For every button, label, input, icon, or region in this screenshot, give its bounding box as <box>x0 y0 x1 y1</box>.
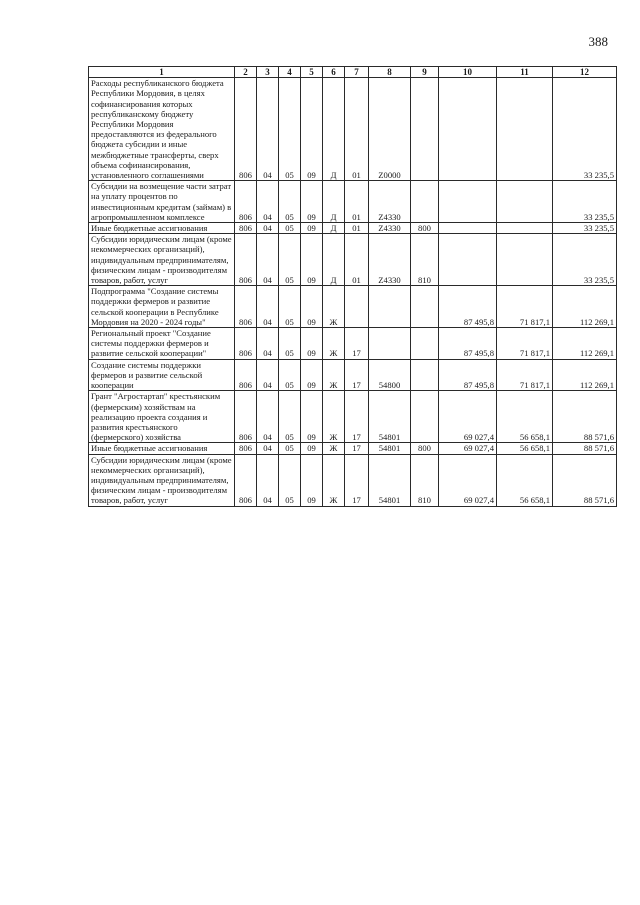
column-header-3: 3 <box>257 67 279 78</box>
cell-ministry-code: 806 <box>235 78 257 181</box>
cell-subsection-code: 05 <box>279 78 301 181</box>
cell-program-code: 09 <box>301 78 323 181</box>
header-row <box>89 67 617 78</box>
row-name: Подпрограмма "Создание системы поддержки фермеров и развитие сельской кооперации в Республике Мордовия на 2020 - 2024 годы" <box>89 286 235 328</box>
cell-event-code: 17 <box>345 443 369 454</box>
table-row <box>89 454 617 506</box>
cell-subprogram-code: Д <box>323 223 345 234</box>
cell-subsection-code: 05 <box>279 359 301 391</box>
cell-amount-col10 <box>439 234 497 286</box>
cell-amount-col10 <box>439 78 497 181</box>
cell-ministry-code: 806 <box>235 234 257 286</box>
cell-ministry-code: 806 <box>235 223 257 234</box>
row-name: Субсидии юридическим лицам (кроме некоммерческих организаций), индивидуальным предпринимателям, физическим лицам - производителям товаров, работ, услуг <box>89 234 235 286</box>
budget-table <box>88 66 617 507</box>
cell-ministry-code: 806 <box>235 181 257 223</box>
row-name: Региональный проект "Создание системы поддержки фермеров и развитие сельской кооперации" <box>89 328 235 360</box>
cell-amount-col11: 71 817,1 <box>497 286 553 328</box>
cell-amount-col11 <box>497 234 553 286</box>
cell-amount-col10 <box>439 223 497 234</box>
cell-ministry-code: 806 <box>235 391 257 443</box>
cell-section-code: 04 <box>257 328 279 360</box>
column-header-9: 9 <box>411 67 439 78</box>
cell-amount-col11 <box>497 78 553 181</box>
cell-program-code: 09 <box>301 328 323 360</box>
cell-amount-col12: 88 571,6 <box>553 443 617 454</box>
cell-amount-col11: 71 817,1 <box>497 359 553 391</box>
table-row <box>89 181 617 223</box>
cell-event-code: 17 <box>345 391 369 443</box>
cell-program-code: 09 <box>301 391 323 443</box>
cell-amount-col10: 69 027,4 <box>439 391 497 443</box>
table-row <box>89 78 617 181</box>
cell-amount-col12: 112 269,1 <box>553 328 617 360</box>
cell-direction-code: Z4330 <box>369 223 411 234</box>
cell-amount-col11: 56 658,1 <box>497 454 553 506</box>
cell-subsection-code: 05 <box>279 454 301 506</box>
cell-amount-col11: 71 817,1 <box>497 328 553 360</box>
cell-event-code: 01 <box>345 223 369 234</box>
column-header-11: 11 <box>497 67 553 78</box>
column-header-1: 1 <box>89 67 235 78</box>
cell-amount-col12: 112 269,1 <box>553 359 617 391</box>
cell-amount-col10: 69 027,4 <box>439 443 497 454</box>
cell-subsection-code: 05 <box>279 328 301 360</box>
cell-event-code: 01 <box>345 181 369 223</box>
cell-expense-type <box>411 181 439 223</box>
cell-amount-col11 <box>497 181 553 223</box>
cell-amount-col10: 87 495,8 <box>439 359 497 391</box>
cell-direction-code: Z0000 <box>369 78 411 181</box>
cell-amount-col12: 112 269,1 <box>553 286 617 328</box>
cell-expense-type <box>411 391 439 443</box>
cell-amount-col11 <box>497 223 553 234</box>
row-name: Субсидии юридическим лицам (кроме некоммерческих организаций), индивидуальным предпринимателям, физическим лицам - производителям товаров, работ, услуг <box>89 454 235 506</box>
cell-program-code: 09 <box>301 223 323 234</box>
cell-amount-col11: 56 658,1 <box>497 443 553 454</box>
cell-subsection-code: 05 <box>279 286 301 328</box>
cell-expense-type: 800 <box>411 443 439 454</box>
cell-section-code: 04 <box>257 223 279 234</box>
cell-subsection-code: 05 <box>279 443 301 454</box>
cell-subprogram-code: Ж <box>323 443 345 454</box>
column-header-6: 6 <box>323 67 345 78</box>
column-header-10: 10 <box>439 67 497 78</box>
row-name: Иные бюджетные ассигнования <box>89 443 235 454</box>
page-number: 388 <box>588 34 608 49</box>
cell-amount-col12: 33 235,5 <box>553 234 617 286</box>
cell-program-code: 09 <box>301 454 323 506</box>
cell-expense-type: 810 <box>411 454 439 506</box>
cell-section-code: 04 <box>257 286 279 328</box>
cell-expense-type <box>411 286 439 328</box>
cell-subsection-code: 05 <box>279 181 301 223</box>
column-header-8: 8 <box>369 67 411 78</box>
cell-amount-col12: 88 571,6 <box>553 454 617 506</box>
row-name: Субсидии на возмещение части затрат на уплату процентов по инвестиционным кредитам (займам) в агропромышленном комплексе <box>89 181 235 223</box>
cell-direction-code: 54801 <box>369 454 411 506</box>
column-header-2: 2 <box>235 67 257 78</box>
cell-direction-code: Z4330 <box>369 181 411 223</box>
cell-expense-type <box>411 78 439 181</box>
cell-section-code: 04 <box>257 443 279 454</box>
cell-section-code: 04 <box>257 359 279 391</box>
cell-expense-type <box>411 328 439 360</box>
cell-ministry-code: 806 <box>235 359 257 391</box>
cell-amount-col12: 33 235,5 <box>553 223 617 234</box>
cell-subprogram-code: Д <box>323 181 345 223</box>
cell-subsection-code: 05 <box>279 234 301 286</box>
row-name: Создание системы поддержки фермеров и развитие сельской кооперации <box>89 359 235 391</box>
cell-direction-code: Z4330 <box>369 234 411 286</box>
cell-subprogram-code: Ж <box>323 454 345 506</box>
cell-expense-type <box>411 359 439 391</box>
cell-subprogram-code: Д <box>323 234 345 286</box>
cell-event-code: 01 <box>345 234 369 286</box>
table-row <box>89 223 617 234</box>
cell-expense-type: 800 <box>411 223 439 234</box>
cell-amount-col12: 33 235,5 <box>553 78 617 181</box>
cell-subsection-code: 05 <box>279 223 301 234</box>
table-row <box>89 443 617 454</box>
cell-amount-col10: 69 027,4 <box>439 454 497 506</box>
cell-amount-col10 <box>439 181 497 223</box>
cell-ministry-code: 806 <box>235 286 257 328</box>
cell-direction-code <box>369 328 411 360</box>
cell-subprogram-code: Д <box>323 78 345 181</box>
cell-event-code: 17 <box>345 359 369 391</box>
cell-amount-col12: 33 235,5 <box>553 181 617 223</box>
table-row <box>89 391 617 443</box>
cell-direction-code: 54801 <box>369 443 411 454</box>
cell-direction-code <box>369 286 411 328</box>
cell-ministry-code: 806 <box>235 454 257 506</box>
cell-subsection-code: 05 <box>279 391 301 443</box>
cell-section-code: 04 <box>257 454 279 506</box>
cell-expense-type: 810 <box>411 234 439 286</box>
cell-subprogram-code: Ж <box>323 359 345 391</box>
cell-event-code: 01 <box>345 78 369 181</box>
cell-amount-col10: 87 495,8 <box>439 286 497 328</box>
cell-direction-code: 54800 <box>369 359 411 391</box>
cell-section-code: 04 <box>257 78 279 181</box>
column-header-12: 12 <box>553 67 617 78</box>
cell-direction-code: 54801 <box>369 391 411 443</box>
cell-amount-col12: 88 571,6 <box>553 391 617 443</box>
cell-program-code: 09 <box>301 359 323 391</box>
cell-section-code: 04 <box>257 181 279 223</box>
cell-event-code <box>345 286 369 328</box>
row-name: Иные бюджетные ассигнования <box>89 223 235 234</box>
cell-subprogram-code: Ж <box>323 286 345 328</box>
table-row <box>89 359 617 391</box>
cell-section-code: 04 <box>257 391 279 443</box>
column-header-4: 4 <box>279 67 301 78</box>
cell-amount-col11: 56 658,1 <box>497 391 553 443</box>
table-row <box>89 234 617 286</box>
row-name: Грант "Агростартап" крестьянским (фермерским) хозяйствам на реализацию проекта создания и развития крестьянского (фермерского) хозяйства <box>89 391 235 443</box>
cell-subprogram-code: Ж <box>323 328 345 360</box>
cell-ministry-code: 806 <box>235 443 257 454</box>
cell-program-code: 09 <box>301 234 323 286</box>
cell-ministry-code: 806 <box>235 328 257 360</box>
cell-subprogram-code: Ж <box>323 391 345 443</box>
column-header-7: 7 <box>345 67 369 78</box>
cell-program-code: 09 <box>301 443 323 454</box>
cell-program-code: 09 <box>301 181 323 223</box>
table-row <box>89 286 617 328</box>
cell-section-code: 04 <box>257 234 279 286</box>
table-row <box>89 328 617 360</box>
column-header-5: 5 <box>301 67 323 78</box>
cell-program-code: 09 <box>301 286 323 328</box>
cell-amount-col10: 87 495,8 <box>439 328 497 360</box>
cell-event-code: 17 <box>345 328 369 360</box>
cell-event-code: 17 <box>345 454 369 506</box>
row-name: Расходы республиканского бюджета Республики Мордовия, в целях софинансирования которых республиканскому бюджету Республики Мордовия предоставляются из федерального бюджета субсидии и иные межбюджетные трансферты, сверх объема софинансирования, установленного соглашениями <box>89 78 235 181</box>
